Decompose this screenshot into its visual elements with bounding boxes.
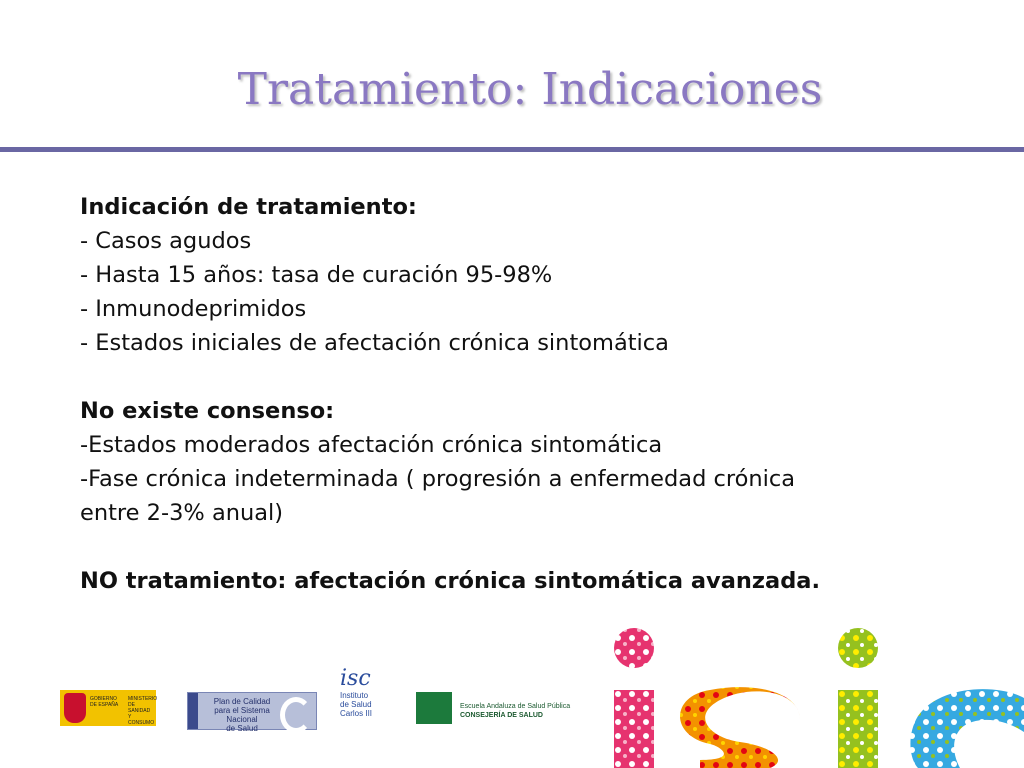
slide-title: Tratamiento: Indicaciones [237, 64, 823, 115]
body-line: - Estados iniciales de afectación crónica sintomática [80, 330, 669, 356]
body-line: - Hasta 15 años: tasa de curación 95-98% [80, 262, 553, 288]
plan-c-icon [280, 697, 312, 733]
second-i-stem [838, 690, 878, 768]
ministerio-line3: Y CONSUMO [128, 714, 155, 726]
i-dot-pink [614, 628, 654, 668]
ministerio-line1: MINISTERIO [128, 696, 158, 702]
blank-line [80, 530, 940, 564]
gobierno-line2: DE ESPAÑA [90, 702, 119, 708]
plan-calidad-logo [187, 692, 317, 733]
isc-line2: de Salud [340, 700, 372, 709]
blank-line [80, 360, 940, 394]
escuela-andaluza-logo [460, 702, 570, 720]
plan-line3: de Salud [226, 724, 258, 733]
escuela-line1: Escuela Andaluza de Salud Pública [460, 703, 571, 710]
body-line: -Fase crónica indeterminada ( progresión a enfermedad crónica [80, 466, 796, 492]
footer-logos [0, 660, 600, 760]
section-heading: NO tratamiento: afectación crónica sintomática avanzada. [80, 568, 821, 594]
gobierno-espana-logo [60, 690, 156, 726]
gobierno-line1: GOBIERNO [90, 696, 117, 702]
coat-of-arms-icon [64, 693, 86, 723]
second-i-dot [838, 628, 878, 668]
body-line: -Estados moderados afectación crónica sintomática [80, 432, 663, 458]
body-line: - Inmunodeprimidos [80, 296, 307, 322]
isc-line1: Instituto [340, 691, 369, 700]
isc-line3: Carlos III [340, 709, 373, 718]
isc-mark: isc [340, 666, 371, 691]
body-line: - Casos agudos [80, 228, 252, 254]
ministerio-line2: DE SANIDAD [128, 702, 151, 714]
isciii-logo [340, 666, 390, 736]
plan-line1: Plan de Calidad [213, 697, 271, 706]
s-shape [680, 687, 800, 768]
isc-decorative-graphic [600, 620, 1024, 768]
junta-andalucia-logo [416, 692, 452, 724]
slide-body [80, 190, 940, 598]
section-heading: Indicación de tratamiento: [80, 194, 417, 220]
title-divider [0, 147, 1024, 152]
escuela-line2: CONSEJERÍA DE SALUD [460, 712, 543, 719]
body-line: entre 2-3% anual) [80, 500, 284, 526]
plan-line2: para el Sistema Nacional [214, 706, 270, 724]
c-shape [910, 689, 1024, 768]
i-stem-pink [614, 690, 654, 768]
section-heading: No existe consenso: [80, 398, 335, 424]
